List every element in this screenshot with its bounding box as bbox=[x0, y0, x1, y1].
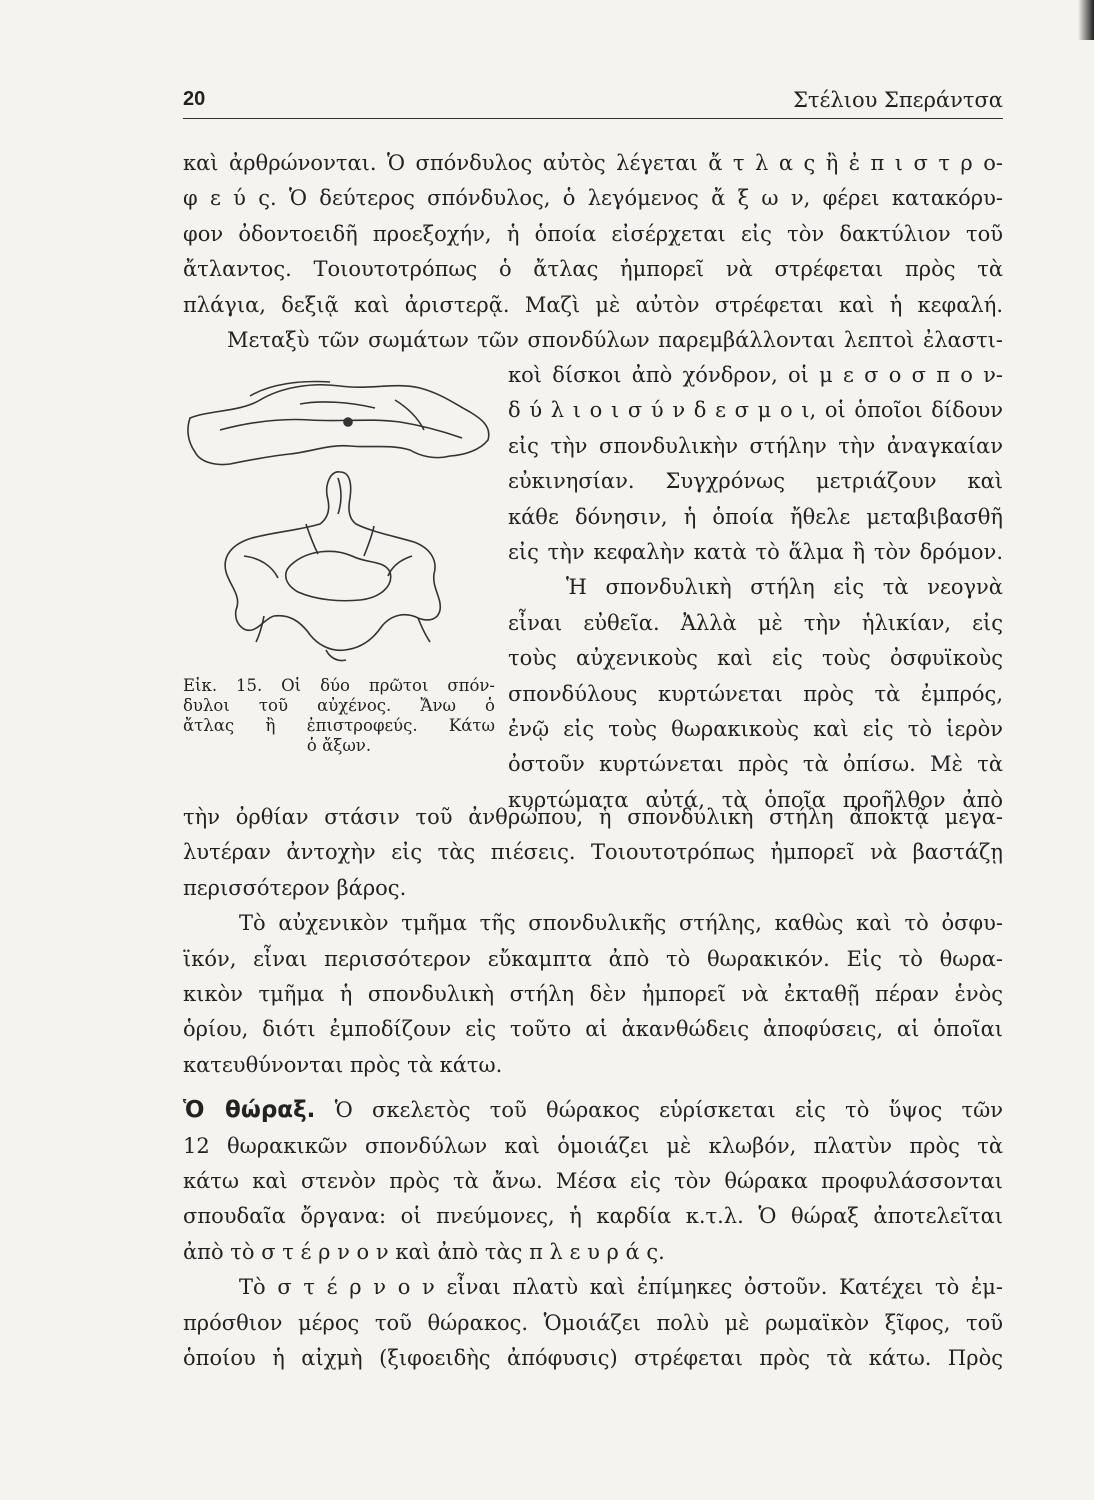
caption-line: ὁ ἄξων. bbox=[306, 736, 372, 755]
text-line: κικὸν τμῆμα ἡ σπονδυλικὴ στήλη δὲν ἠμπορεῖ νὰ ἐκταθῇ πέραν ἑνὸς bbox=[183, 982, 1003, 1007]
text-line: ἄτλαντος. Τοιουτοτρόπως ὁ ἄτλας ἠμπορεῖ νὰ στρέφεται πρὸς τὰ bbox=[183, 257, 1003, 282]
header-rule bbox=[183, 118, 1003, 119]
text-line: εἶναι εὐθεῖα. Ἀλλὰ μὲ τὴν ἡλικίαν, εἰς bbox=[508, 610, 1003, 635]
text-block-right bbox=[508, 358, 1003, 818]
text-line: καὶ ἀρθρώνονται. Ὁ σπόνδυλος αὐτὸς λέγεται ἄ τ λ α ς ἢ ἐ π ι σ τ ρ ο- bbox=[183, 151, 1003, 175]
page-header bbox=[183, 84, 1003, 120]
running-title: Στέλιου Σπεράντσα bbox=[793, 88, 1003, 112]
text-line: φον ὀδοντοειδῆ προεξοχήν, ἡ ὁποία εἰσέρχεται εἰς τὸν δακτύλιον τοῦ bbox=[183, 221, 1003, 246]
text-line: εὐκινησίαν. Συγχρόνως μετριάζουν καὶ bbox=[508, 469, 1003, 494]
text-line: 12 θωρακικῶν σπονδύλων καὶ ὁμοιάζει μὲ κλωβόν, πλατὺν πρὸς τὰ bbox=[183, 1133, 1003, 1158]
page-edge-shadow bbox=[1078, 0, 1094, 40]
text-line: ὁποίου ἡ αἰχμὴ (ξιφοειδὴς ἀπόφυσις) στρέφεται πρὸς τὰ κάτω. Πρὸς bbox=[183, 1346, 1003, 1371]
text-line: Τὸ σ τ έ ρ ν ο ν εἶναι πλατὺ καὶ ἐπίμηκες ὀστοῦν. Κατέχει τὸ ἐμ- bbox=[239, 1275, 1003, 1300]
text-line: δ ύ λ ι ο ι σ ύ ν δ ε σ μ ο ι, οἱ ὁποῖοι δίδουν bbox=[508, 398, 1003, 423]
text-line: ὀστοῦν κυρτώνεται πρὸς τὰ ὀπίσω. Μὲ τὰ bbox=[508, 752, 1003, 777]
axis-vertebra bbox=[225, 472, 440, 650]
page-number: 20 bbox=[183, 88, 206, 110]
caption-line: δυλοι τοῦ αὐχένος. Ἄνω ὁ bbox=[183, 696, 495, 715]
text-line: Μεταξὺ τῶν σωμάτων τῶν σπονδύλων παρεμβάλλονται λεπτοὶ ἐλαστι- bbox=[227, 328, 1003, 353]
caption-line: Εἰκ. 15. Οἱ δύο πρῶτοι σπόν- bbox=[183, 676, 495, 695]
text-line: λυτέραν ἀντοχὴν εἰς τὰς πιέσεις. Τοιουτοτρόπως ἠμπορεῖ νὰ βαστάζῃ bbox=[183, 840, 1003, 865]
text-line: κάθε δόνησιν, ἡ ὁποία ἤθελε μεταβιβασθῆ bbox=[508, 504, 1003, 529]
text-line: κάτω καὶ στενὸν πρὸς τὰ ἄνω. Μέσα εἰς τὸν θώρακα προφυλάσσονται bbox=[183, 1169, 1003, 1194]
text-line: ὁρίου, διότι ἐμποδίζουν εἰς τοῦτο αἱ ἀκανθώδεις ἀποφύσεις, αἱ ὁποῖαι bbox=[183, 1017, 1003, 1042]
text-line: τὴν ὀρθίαν στάσιν τοῦ ἀνθρώπου, ἡ σπονδυλικὴ στήλη ἀποκτᾷ μεγα- bbox=[183, 805, 1003, 829]
section-line-text: Ὁ σκελετὸς τοῦ θώρακος εὑρίσκεται εἰς τὸ ὕψος τῶν bbox=[334, 1098, 1003, 1123]
text-line: σπονδύλους κυρτώνεται πρὸς τὰ ἐμπρός, bbox=[508, 681, 1003, 706]
text-line: ϊκόν, εἶναι περισσότερον εὔκαμπτα ἀπὸ τὸ θωρακικόν. Εἰς τὸ θωρα- bbox=[183, 946, 1003, 971]
text-block-bottom bbox=[183, 800, 1003, 1377]
text-line: σπουδαῖα ὄργανα: οἱ πνεύμονες, ἡ καρδία κ.τ.λ. Ὁ θώραξ ἀποτελεῖται bbox=[183, 1204, 1003, 1229]
section-heading: Ὁ θώραξ. bbox=[183, 1097, 316, 1124]
text-line: εἰς τὴν σπονδυλικὴν στήλην τὴν ἀναγκαίαν bbox=[508, 433, 1003, 458]
text-line: πρόσθιον μέρος τοῦ θώρακος. Ὁμοιάζει πολὺ μὲ ρωμαϊκὸν ξῖφος, τοῦ bbox=[183, 1310, 1003, 1335]
text-line: πλάγια, δεξιᾷ καὶ ἀριστερᾷ. Μαζὶ μὲ αὐτὸν στρέφεται καὶ ἡ κεφαλή. bbox=[183, 292, 1003, 317]
vertebrae-figure bbox=[180, 360, 498, 665]
text-line: τοὺς αὐχενικοὺς καὶ εἰς τοὺς ὀσφυϊκοὺς bbox=[508, 646, 1003, 671]
text-line: εἰς τὴν κεφαλὴν κατὰ τὸ ἅλμα ἢ τὸν δρόμον. bbox=[508, 540, 1003, 565]
section-first-line bbox=[183, 1093, 1003, 1128]
text-line: κυρτώματα αὐτά, τὰ ὁποῖα προῆλθον ἀπὸ bbox=[508, 787, 1003, 812]
text-line: ἐνῷ εἰς τοὺς θωρακικοὺς καὶ εἰς τὸ ἱερὸν bbox=[508, 717, 1003, 742]
text-line: φ ε ύ ς. Ὁ δεύτερος σπόνδυλος, ὁ λεγόμενος ἄ ξ ω ν, φέρει κατακόρυ- bbox=[183, 186, 1003, 211]
atlas-vertebra bbox=[188, 385, 489, 465]
text-line: Ἡ σπονδυλικὴ στήλη εἰς τὰ νεογνὰ bbox=[566, 575, 1003, 600]
text-line: ἀπὸ τὸ σ τ έ ρ ν ο ν καὶ ἀπὸ τὰς π λ ε υ ρ ά ς. bbox=[183, 1239, 665, 1264]
text-line: κοὶ δίσκοι ἀπὸ χόνδρον, οἱ μ ε σ ο σ π ο ν- bbox=[508, 363, 1003, 387]
text-line: κατευθύνονται πρὸς τὰ κάτω. bbox=[183, 1052, 503, 1077]
text-line: περισσότερον βάρος. bbox=[183, 875, 407, 900]
text-line: Τὸ αὐχενικὸν τμῆμα τῆς σπονδυλικῆς στήλης, καθὼς καὶ τὸ ὀσφυ- bbox=[239, 911, 1003, 936]
figure-caption bbox=[183, 676, 495, 756]
text-block-top bbox=[183, 146, 1003, 358]
caption-line: ἄτλας ἢ ἐπιστροφεύς. Κάτω bbox=[183, 716, 495, 735]
